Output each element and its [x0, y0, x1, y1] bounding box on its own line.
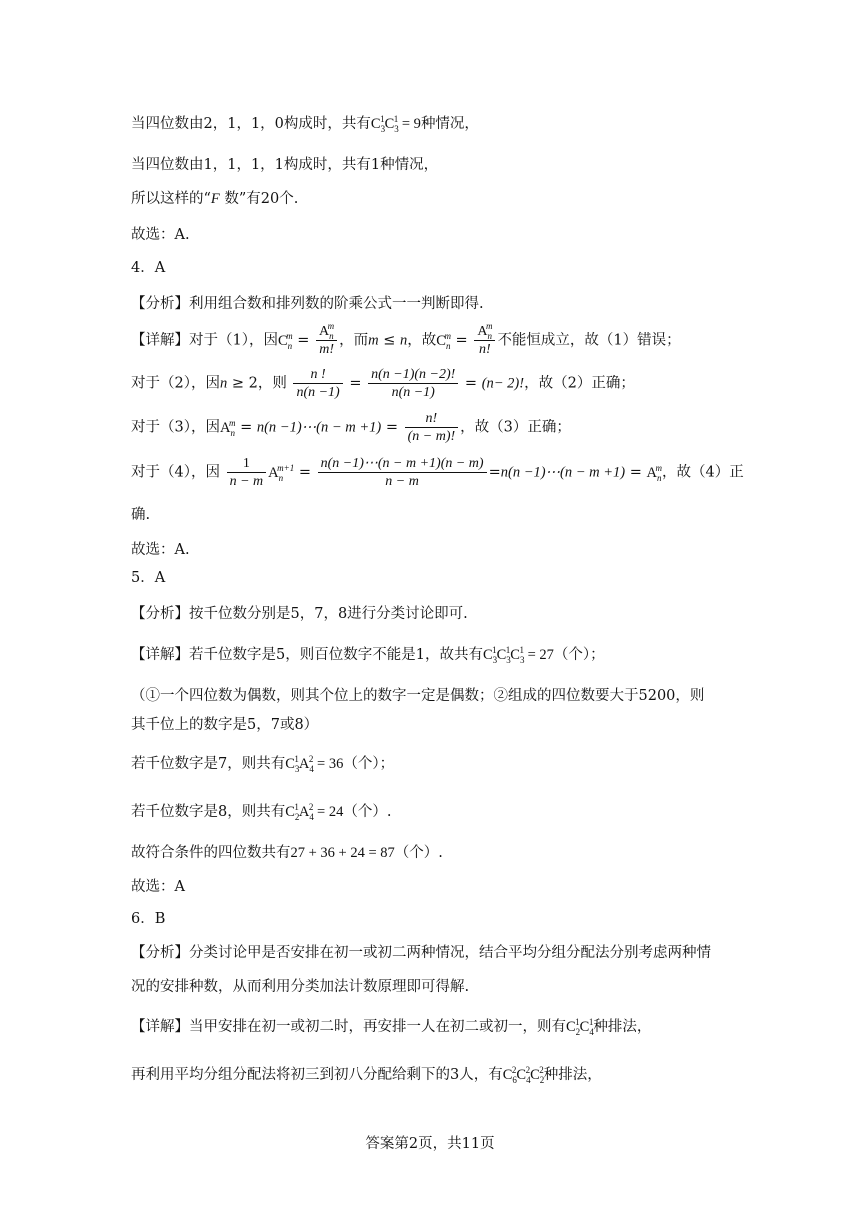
detail-line: 若千位数字是8，则共有$C_2^1A_4^2 = 24$（个）.	[131, 802, 392, 822]
detail-line: 对于（4），因 $\frac{1}{n - m}$ $A_n^{m+1}$ = $\frac{n(n -1)\cdots(n - m +1)(n - m)}{n - m}$ =n(n −1)⋯(n − $m +1) = A_n^m$，故（4）正	[131, 456, 744, 489]
detail-line: 若千位数字是7，则共有$C_3^1A_4^2 = 36$（个）；	[131, 754, 395, 774]
question-number: 6．B	[131, 911, 166, 927]
answer-line: 故选：A.	[131, 542, 190, 558]
detail-line: 【详解】当甲安排在初一或初二时，再安排一人在初二或初一，则有$C_2^1C_4^1$种排法，	[131, 1017, 652, 1037]
detail-line: 确.	[131, 507, 151, 523]
analysis-line: 【分析】利用组合数和排列数的阶乘公式一一判断即得.	[131, 296, 484, 312]
detail-line: 对于（3），因$A_n^m = n(n$ −1)⋯(n − m +1) = $\frac{n!}{(n - m)!}$ ，故（3）正确；	[131, 411, 571, 444]
answer-line: 故选：A	[131, 879, 185, 895]
question-number: 4．A	[131, 260, 166, 276]
detail-line: 对于（2），因n ≥ 2，则 $\frac{n !}{n(n -1)}$ = $\frac{n(n -1)(n -2)!}{n(n -1)}$ = (n− 2)!，故（2）正确；	[131, 367, 635, 400]
question-number: 5．A	[131, 570, 166, 586]
text-line: 故选：A.	[131, 227, 190, 243]
text-line: 所以这样的“F 数”有20个.	[131, 191, 299, 207]
detail-line: 其千位上的数字是5，7或8）	[131, 717, 319, 733]
page-footer: 答案第2页，共11页	[365, 1136, 495, 1152]
text-line: 当四位数由2，1，1，0构成时，共有$C_3^1C_3^1 = 9$种情况，	[131, 114, 479, 134]
detail-line: （①一个四位数为偶数，则其个位上的数字一定是偶数；②组成的四位数要大于5200，则	[131, 688, 705, 704]
text-line: 当四位数由1，1，1，1构成时，共有1种情况，	[131, 157, 439, 173]
analysis-line: 况的安排种数，从而利用分类加法计数原理即可得解.	[131, 979, 470, 995]
detail-line: 故符合条件的四位数共有27 + 36 + 24 = 87（个）.	[131, 845, 443, 861]
detail-line: 再利用平均分组分配法将初三到初八分配给剩下的3人，有$C_6^2C_4^2C_2^2$种排法，	[131, 1065, 602, 1085]
detail-line: 【详解】对于（1），因$C_n^m$ = $\frac{A_n^m}{m!}$ ，而m ≤ n，故$C_n^m$ = $\frac{A_n^m}{n!}$ 不能恒成立，故（1）错误；	[131, 321, 681, 357]
analysis-line: 【分析】分类讨论甲是否安排在初一或初二两种情况，结合平均分组分配法分别考虑两种情	[131, 945, 711, 961]
detail-line: 【详解】若千位数字是5，则百位数字不能是1，故共有$C_3^1C_3^1C_3^1 = 27$（个）；	[131, 645, 605, 665]
analysis-line: 【分析】按千位数分别是5，7，8进行分类讨论即可.	[131, 606, 468, 622]
